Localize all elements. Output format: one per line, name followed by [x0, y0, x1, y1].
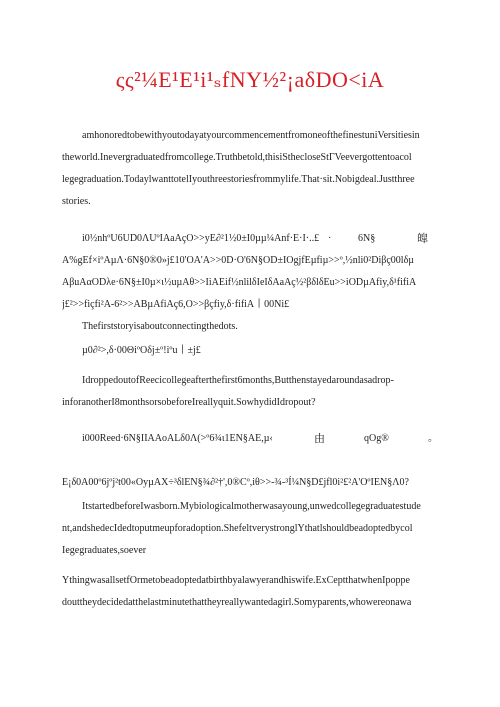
- text-line: IdroppedoutofReecicollegeafterthefirst6months,Butthenstayedaroundasadrop-: [82, 375, 394, 386]
- text-fragment: 皡: [417, 232, 428, 245]
- text-line: amhonoredtobewithyoutodayatyourcommencementfromoneofthefinestuniVersitiesin: [82, 130, 420, 141]
- text-line: douttheydecidedatthelastminutethattheyreallywantedagirl.Somyparents,whowereonawa: [62, 597, 412, 608]
- text-fragment: 6N§: [358, 233, 376, 244]
- text-line: E¡δ0A00º6jºj²t00«OyµAX÷³δlEN§¾∂²†',0®Cº,iθ>>-¾-³Í¼N§D£jfl0i²£²A'OºIEN§Λ0?: [62, 477, 409, 488]
- text-fragment: ·: [328, 233, 332, 244]
- paragraph-dropout: [62, 370, 442, 414]
- paragraph-translation-1: [62, 228, 442, 316]
- text-fragment: qOg®: [364, 433, 389, 444]
- paragraph-translation-2: [62, 340, 442, 362]
- text-line: nt,andshedecIdedtoputmeupforadoption.ShefeltverystronglYthatlshouldbeadoptedbycol: [62, 523, 413, 534]
- text-fragment: 。: [428, 433, 438, 444]
- text-line: legegraduation.TodaylwanttotelIyouthreestoriesfrommylife.That·sit.Nobigdeal.Justthree: [62, 174, 415, 185]
- text-line: YthingwasallsetfOrmetobeadoptedatbirthbyalawyerandhiswife.ExCeptthatwhenIpoppe: [62, 575, 410, 586]
- text-line: ItstartedbeforeIwasborn.Mybiologicalmotherwasayoung,unwedcollegegraduatestude: [82, 501, 421, 512]
- text-line: Iegegraduates,soever: [62, 545, 147, 556]
- text-fragment: 由: [314, 432, 325, 445]
- document-title: ςς²¼E¹E¹i¹ₛfNY½²¡aδDO<iA: [115, 67, 385, 92]
- paragraph-translation-4: [62, 472, 442, 494]
- text-line: AβuAαODλe·6N§±I0µ×ι½uµAθ>>IiAEif½nlilδIeIδAaAç½²βδlδEu>>iODµAfiy,δ¹fifiA: [62, 277, 417, 288]
- text-fragment: i000Reed·6N§IIAAoALδ0Λ(>º6¾ι1EN§AE,µ‹: [82, 433, 273, 444]
- text-line: [62, 428, 442, 450]
- text-line: stories.: [62, 196, 91, 207]
- text-line: inforanotherI8monthsorsobeforeIreallyquit.SowhydidIdropout?: [62, 397, 316, 408]
- text-line: µ0∂²>,δ·00ΘiºOδj±º!iºu丨±j£: [82, 345, 201, 356]
- text-line: A%gEf×iºAµΛ·6N§0®0»j£10'OA'A>>0D·O'6N§OD±IOgjfEµfiµ>>º,½nli0²Diβç00lδµ: [62, 255, 415, 266]
- text-line: [62, 228, 442, 250]
- text-line: Thefirststoryisaboutconnectingthedots.: [82, 321, 238, 332]
- text-line: j£²>>fiçfi²A-6²>>ABµAfiAç6,O>>βçfiy,δ·fifiA丨00Ni£: [62, 299, 290, 310]
- text-fragment: i0½nhºU6UD0ΛUºIAaAçO>>yE∂²1½0±I0µµ¼Anf·E·I·..£: [82, 233, 320, 244]
- paragraph-birth: [62, 496, 442, 562]
- paragraph-adoption: [62, 570, 442, 614]
- paragraph-translation-3: [62, 428, 442, 450]
- paragraph-intro: [62, 125, 442, 213]
- paragraph-first-story: [62, 316, 442, 338]
- text-line: theworld.Inevergraduatedfromcollege.Truthbetold,thisiSthecloseStΓVeevergottentoacol: [62, 152, 412, 163]
